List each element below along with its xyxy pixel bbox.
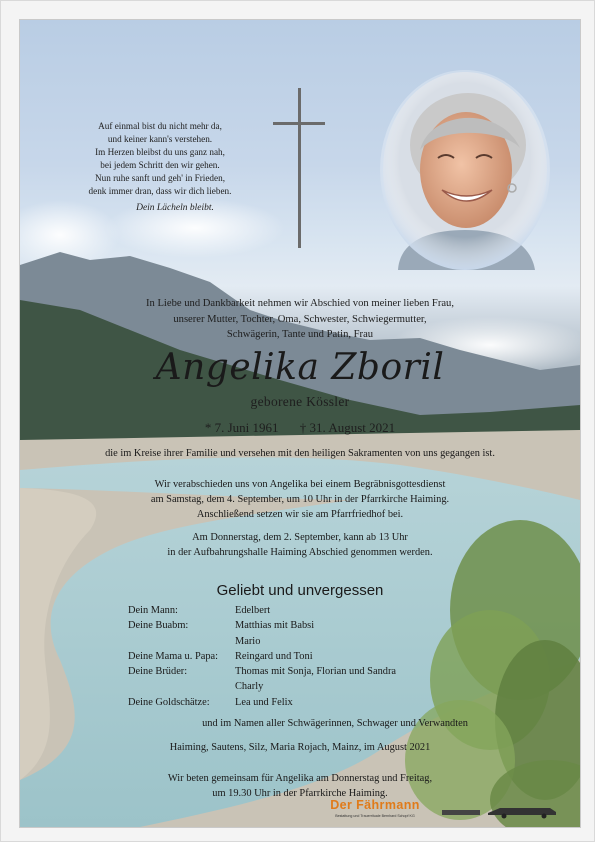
undertaker-subtitle: Bestattung und Trauerrituale Bernhard Schopf KG	[335, 814, 415, 818]
funeral-info	[60, 477, 540, 522]
family-row	[128, 679, 568, 694]
poem-line: denk immer dran, dass wir dich lieben.	[88, 186, 232, 196]
undertaker-logo	[316, 798, 434, 824]
family-label: Deine Goldschätze:	[128, 696, 210, 708]
cross-icon	[270, 88, 330, 248]
death-date: † 31. August 2021	[299, 420, 396, 435]
family-label: Dein Mann:	[128, 605, 178, 616]
deceased-name: Angelika Zboril	[155, 347, 445, 388]
maiden-name: geborene Kössler	[250, 394, 350, 409]
family-row	[128, 664, 568, 679]
rosary-line: um 19.30 Uhr in der Pfarrkirche Haiming.	[212, 788, 388, 799]
intro-line: Schwägerin, Tante und Patin, Frau	[226, 329, 374, 340]
funeral-line: Anschließend setzen wir sie am Pfarrfriedhof bei.	[196, 509, 404, 520]
passing-note	[60, 446, 540, 461]
family-names: Charly	[235, 681, 264, 693]
family-names: Matthias mit Babsi	[235, 620, 315, 632]
viewing-info	[60, 530, 540, 560]
family-row	[128, 649, 568, 664]
poem-line: Nun ruhe sanft und geh' in Frieden,	[95, 173, 225, 183]
rosary-info	[80, 771, 520, 801]
poem-line: bei jedem Schritt den wir gehen.	[100, 160, 220, 170]
family-names: Lea und Felix	[235, 696, 293, 708]
family-list	[128, 603, 568, 710]
funeral-line: Wir verabschieden uns von Angelika bei einem Begräbnisgottesdienst	[154, 479, 446, 490]
poem-line: und keiner kann's verstehen.	[107, 134, 213, 144]
family-row	[128, 634, 568, 649]
poem	[50, 120, 270, 198]
family-row	[128, 695, 568, 710]
family-names: Mario	[235, 635, 261, 647]
undertaker-name: Der Fährmann	[330, 798, 420, 812]
family-label: Deine Buabm:	[128, 620, 189, 632]
family-names: Reingard und Toni	[235, 650, 313, 662]
family-row	[128, 618, 568, 633]
remembered-heading: Geliebt und unvergessen	[216, 582, 384, 599]
family-row	[128, 603, 568, 618]
viewing-line: Am Donnerstag, dem 2. September, kann ab 13 Uhr	[192, 532, 408, 543]
intro-line: unserer Mutter, Tochter, Oma, Schwester, Schwiegermutter,	[173, 313, 427, 325]
birth-date: * 7. Juni 1961	[204, 420, 279, 435]
family-label: Deine Brüder:	[128, 666, 188, 678]
poem-signature: Dein Lächeln bleibt.	[136, 203, 214, 213]
place-date: Haiming, Sautens, Silz, Maria Rojach, Mainz, im August 2021	[169, 742, 431, 753]
family-names: Thomas mit Sonja, Florian und Sandra	[235, 666, 397, 678]
portrait-photo	[380, 70, 550, 270]
poem-line: Auf einmal bist du nicht mehr da,	[98, 121, 222, 131]
life-dates	[140, 420, 460, 436]
rosary-line: Wir beten gemeinsam für Angelika am Donnerstag und Freitag,	[167, 773, 433, 784]
poem-line: Im Herzen bleibst du uns ganz nah,	[95, 147, 225, 157]
hearse-icon	[440, 802, 560, 820]
intro-line: In Liebe und Dankbarkeit nehmen wir Abschied von meiner lieben Frau,	[145, 298, 454, 309]
obituary-card	[19, 19, 581, 828]
viewing-line: in der Aufbahrungshalle Haiming Abschied genommen werden.	[167, 547, 433, 558]
family-label: Deine Mama u. Papa:	[128, 650, 219, 662]
passing-note-text: die im Kreise ihrer Familie und versehen mit den heiligen Sakramenten von uns gegangen ist.	[105, 448, 495, 459]
family-names: Edelbert	[235, 605, 271, 616]
family-extra: und im Namen aller Schwägerinnen, Schwager und Verwandten	[202, 718, 468, 729]
intro-text	[60, 296, 540, 343]
funeral-line: am Samstag, dem 4. September, um 10 Uhr in der Pfarrkirche Haiming.	[150, 494, 450, 505]
